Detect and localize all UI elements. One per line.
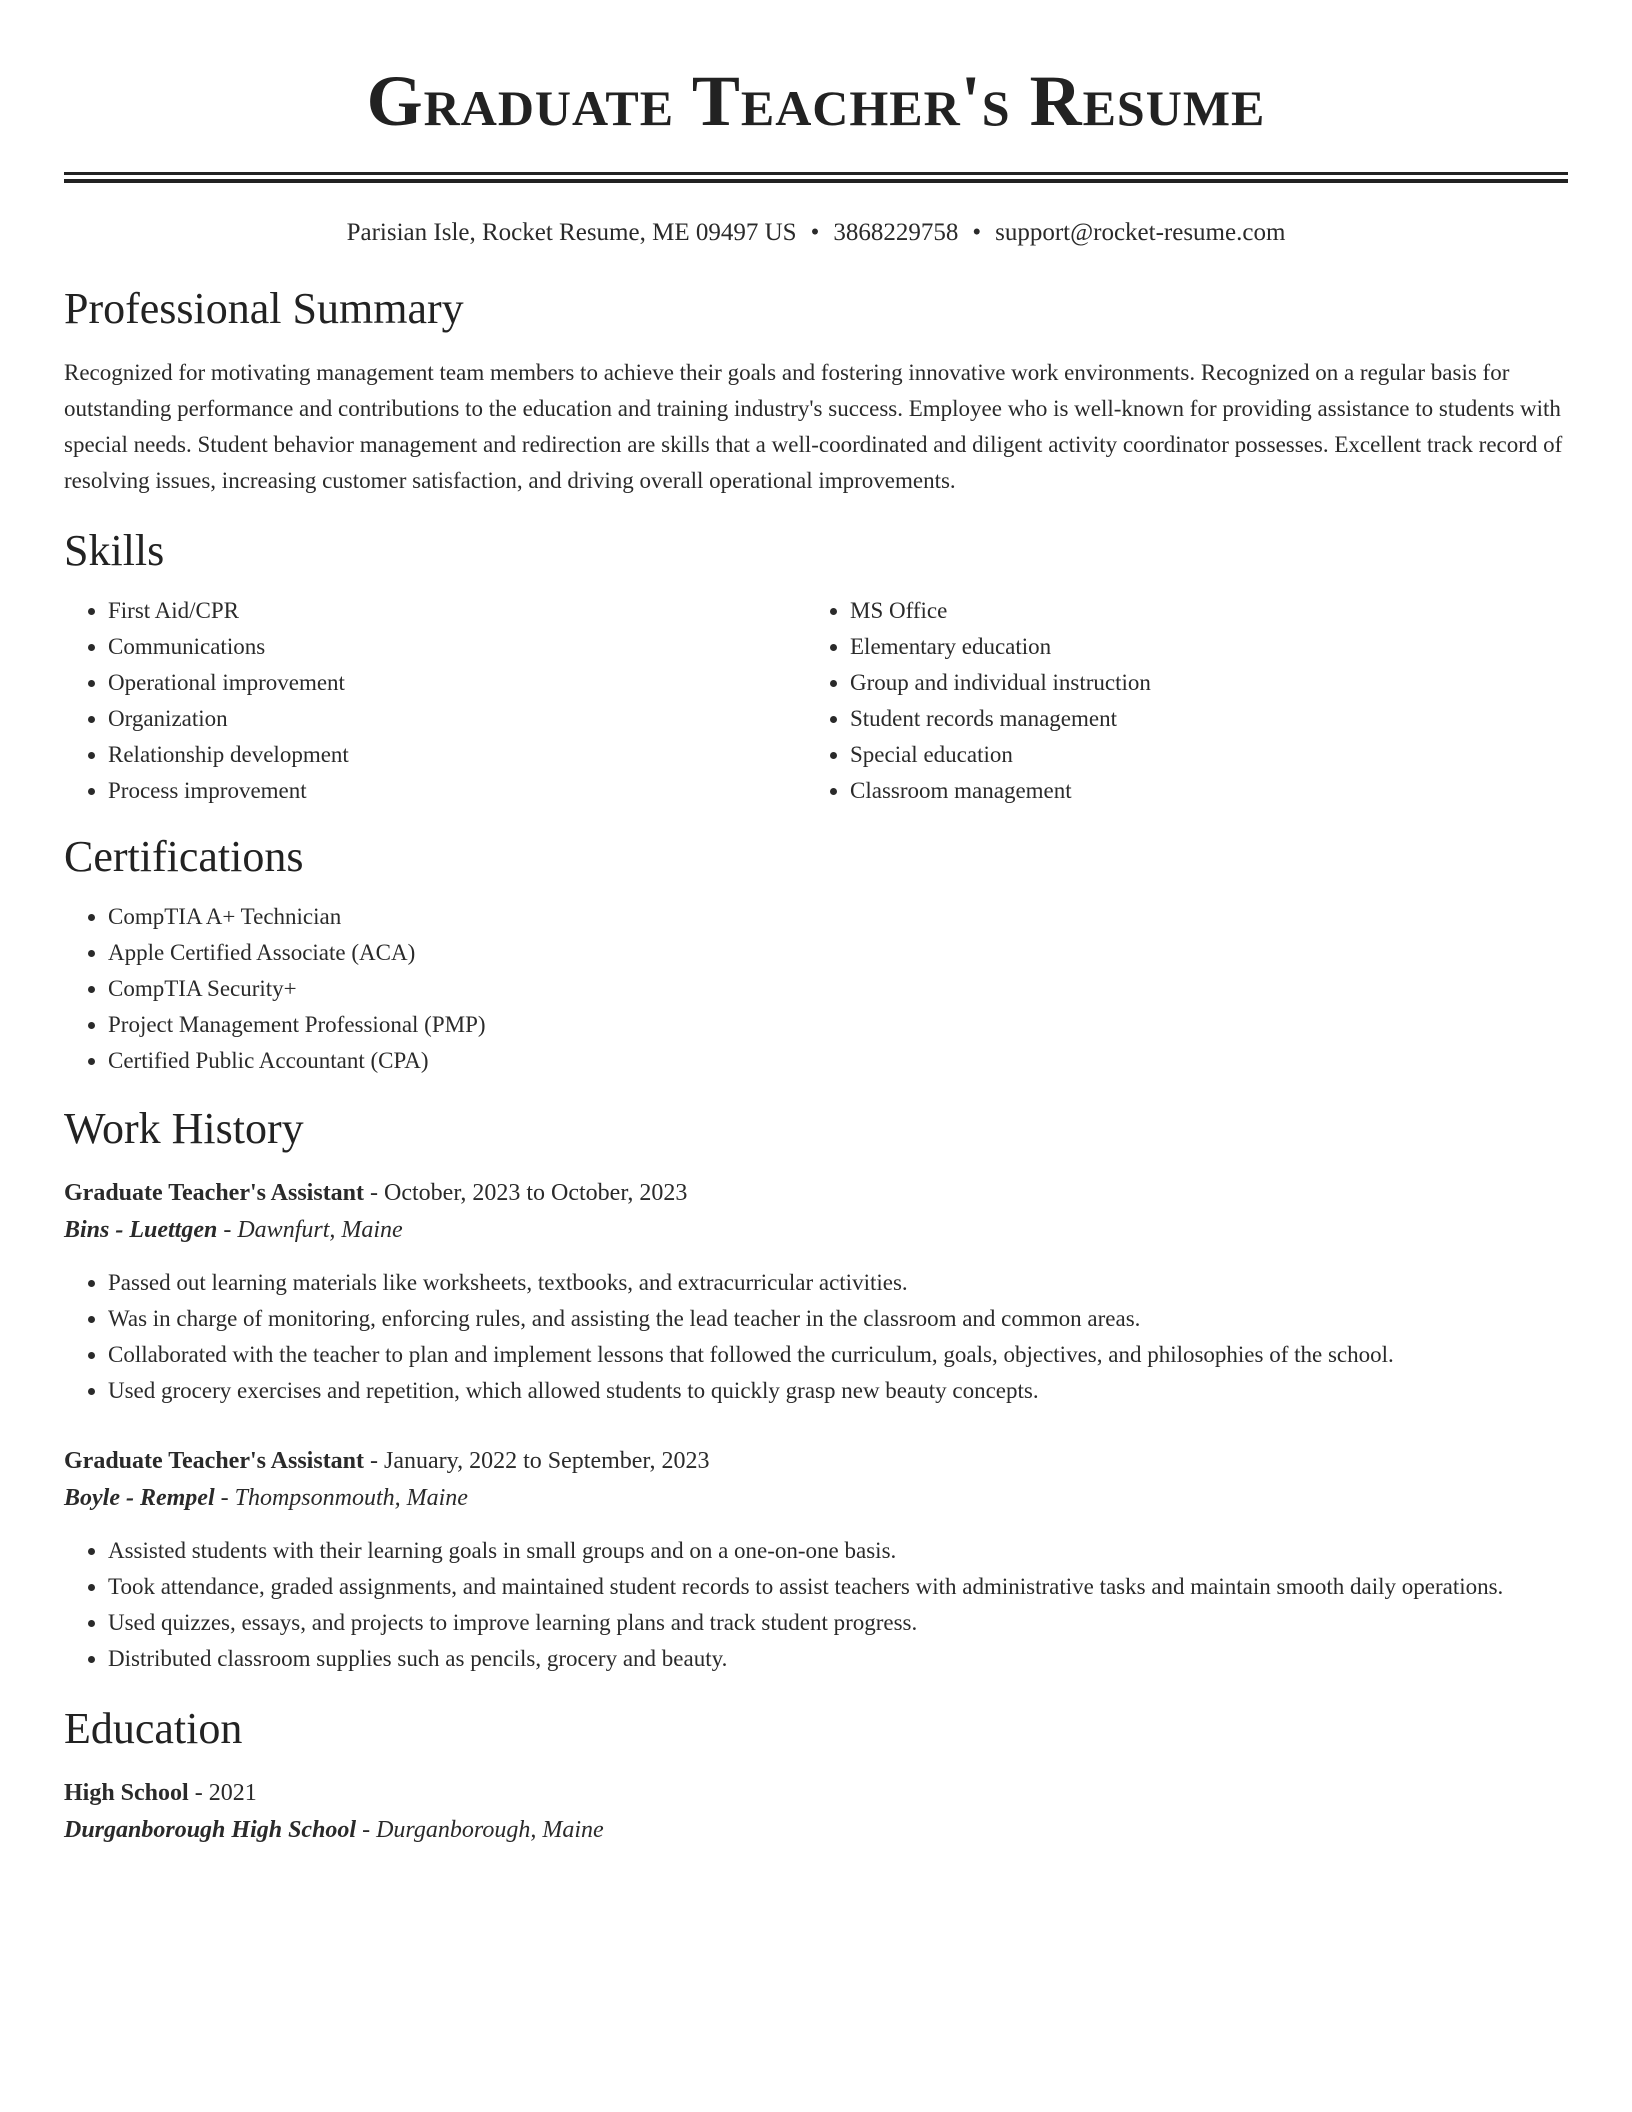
education-degree-line xyxy=(64,1775,1568,1811)
contact-email: support@rocket-resume.com xyxy=(995,219,1286,246)
skill-item: • Group and individual instruction xyxy=(850,665,1548,701)
contact-separator: • xyxy=(810,219,820,246)
job-bullet: • Used grocery exercises and repetition, which allowed students to quickly grasp new beauty concepts. xyxy=(108,1373,1568,1409)
company-location: - Dawnfurt, Maine xyxy=(217,1217,403,1243)
job-entry xyxy=(64,1443,1568,1677)
skills-list-left xyxy=(64,593,806,809)
job-bullet: • Collaborated with the teacher to plan and implement lessons that followed the curriculum, goals, objectives, and philosophies of the school. xyxy=(108,1337,1568,1373)
education-year: - 2021 xyxy=(188,1780,257,1806)
certification-item: • CompTIA A+ Technician xyxy=(108,899,1568,935)
skills-heading: Skills xyxy=(64,526,165,575)
job-bullets xyxy=(64,1265,1568,1409)
company-location: - Thompsonmouth, Maine xyxy=(214,1485,468,1511)
job-bullet: • Distributed classroom supplies such as pencils, grocery and beauty. xyxy=(108,1641,1568,1677)
skill-item: • Communications xyxy=(108,629,806,665)
education-heading: Education xyxy=(64,1704,243,1753)
skill-item: • First Aid/CPR xyxy=(108,593,806,629)
skill-item: • Process improvement xyxy=(108,773,806,809)
skill-item: • Special education xyxy=(850,737,1548,773)
certifications-heading: Certifications xyxy=(64,832,304,881)
certification-item: • CompTIA Security+ xyxy=(108,971,1568,1007)
work-history-section xyxy=(64,1103,1568,1677)
certifications-list xyxy=(64,899,1568,1079)
job-dates: - January, 2022 to September, 2023 xyxy=(364,1448,710,1474)
job-dates: - October, 2023 to October, 2023 xyxy=(364,1180,688,1206)
job-title: Graduate Teacher's Assistant xyxy=(64,1448,365,1474)
company-name: Boyle - Rempel xyxy=(64,1485,215,1511)
contact-address: Parisian Isle, Rocket Resume, ME 09497 US xyxy=(346,219,797,246)
job-bullet: • Was in charge of monitoring, enforcing rules, and assisting the lead teacher in the classroom and common areas. xyxy=(108,1301,1568,1337)
certifications-section xyxy=(64,831,1568,1079)
education-school: Durganborough High School xyxy=(64,1817,357,1843)
summary-heading: Professional Summary xyxy=(64,284,464,333)
skill-item: • Organization xyxy=(108,701,806,737)
job-bullet: • Used quizzes, essays, and projects to improve learning plans and track student progress. xyxy=(108,1605,1568,1641)
summary-text: Recognized for motivating management team members to achieve their goals and fostering innovative work environments. Recognized on a regular basis for outstanding performance and contributions to the education and training industry's success. Employee who is well-known for providing assistance to students with special needs. Student behavior management and redirection are skills that a well-coordinated and diligent activity coordinator possesses. Excellent track record of resolving issues, increasing customer satisfaction, and driving overall operational improvements. xyxy=(64,360,1563,493)
job-title-line xyxy=(64,1175,1568,1211)
resume-title: Graduate Teacher's Resume xyxy=(366,61,1266,141)
title-divider xyxy=(64,172,1568,183)
job-title-line xyxy=(64,1443,1568,1479)
skill-item: • MS Office xyxy=(850,593,1548,629)
skill-item: • Elementary education xyxy=(850,629,1548,665)
company-line xyxy=(64,1479,1568,1517)
job-entry xyxy=(64,1175,1568,1409)
skills-section xyxy=(64,525,1568,809)
skill-item: • Relationship development xyxy=(108,737,806,773)
job-bullet: • Assisted students with their learning goals in small groups and on a one-on-one basis. xyxy=(108,1533,1568,1569)
job-bullet: • Took attendance, graded assignments, and maintained student records to assist teachers with administrative tasks and maintain smooth daily operations. xyxy=(108,1569,1568,1605)
contact-phone: 3868229758 xyxy=(833,219,959,246)
company-line xyxy=(64,1211,1568,1249)
skills-list-right xyxy=(806,593,1548,809)
skills-grid xyxy=(64,593,1568,809)
certification-item: • Apple Certified Associate (ACA) xyxy=(108,935,1568,971)
job-bullets xyxy=(64,1533,1568,1677)
education-section xyxy=(64,1703,1568,1849)
skills-column-left xyxy=(64,593,806,809)
skill-item: • Student records management xyxy=(850,701,1548,737)
skill-item: • Classroom management xyxy=(850,773,1548,809)
education-location: - Durganborough, Maine xyxy=(356,1817,604,1843)
company-name: Bins - Luettgen xyxy=(64,1217,218,1243)
certification-item: • Project Management Professional (PMP) xyxy=(108,1007,1568,1043)
summary-section xyxy=(64,283,1568,499)
skills-column-right xyxy=(806,593,1548,809)
education-school-line xyxy=(64,1811,1568,1849)
job-bullet: • Passed out learning materials like worksheets, textbooks, and extracurricular activities. xyxy=(108,1265,1568,1301)
education-degree: High School xyxy=(64,1780,189,1806)
certification-item: • Certified Public Accountant (CPA) xyxy=(108,1043,1568,1079)
skill-item: • Operational improvement xyxy=(108,665,806,701)
contact-separator: • xyxy=(972,219,982,246)
contact-line xyxy=(64,217,1568,249)
work-history-heading: Work History xyxy=(64,1104,304,1153)
job-title: Graduate Teacher's Assistant xyxy=(64,1180,365,1206)
